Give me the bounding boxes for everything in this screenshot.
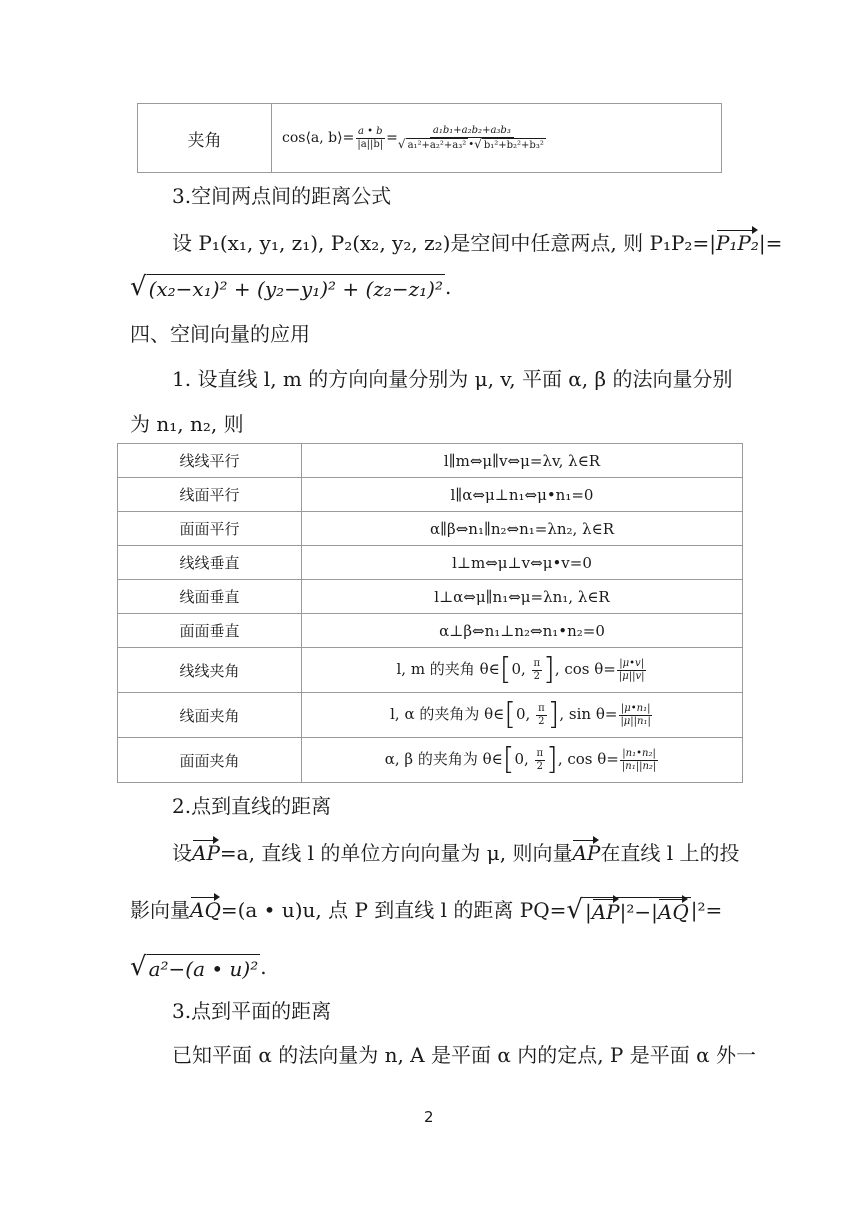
page-number: 2	[424, 1108, 434, 1126]
cos-fraction-1: $\frac{a • b}{|a||b|}$	[357, 125, 384, 150]
heading-distance-formula: 3.空间两点间的距离公式	[172, 184, 392, 208]
equals-sign: =	[386, 130, 398, 146]
table-row: 线线平行 l∥m⇔μ∥v⇔μ=λv, λ∈R	[118, 444, 743, 478]
heading-point-line-distance: 2.点到直线的距离	[172, 794, 332, 818]
vector-aq: AQ	[190, 898, 221, 922]
point-line-sentence-2: 影向量AQ=(a • u)u, 点 P 到直线 l 的距离 PQ= √ |AP|²−|AQ |²=	[130, 895, 723, 925]
table-row: 线面平行 l∥α⇔μ⊥n₁⇔μ•n₁=0	[118, 478, 743, 512]
applications-intro-2: 为 n₁, n₂, 则	[130, 412, 244, 436]
relations-table	[117, 443, 743, 783]
point-line-sentence-1: 设AP=a, 直线 l 的单位方向向量为 μ, 则向量AP在直线 l 上的投	[172, 841, 740, 865]
table-row: 线面垂直 l⊥α⇔μ∥n₁⇔μ=λn₁, λ∈R	[118, 580, 743, 614]
sqrt-a: √ a₁²+a₂²+a₃²	[397, 137, 467, 151]
table-row: 线线夹角 l, m 的夹角 θ∈[0, $\frac{\pi}{2}$ ], cos θ= $\frac{|\mu•v|}{|\mu||v|}$	[118, 648, 743, 693]
distance-formula: √ (x₂−x₁)² + (y₂−y₁)² + (z₂−z₁)² .	[130, 272, 452, 302]
angle-formula-table	[137, 103, 722, 173]
table-row: 线线垂直 l⊥m⇔μ⊥v⇔μ•v=0	[118, 546, 743, 580]
point-plane-sentence: 已知平面 α 的法向量为 n, A 是平面 α 内的定点, P 是平面 α 外一	[172, 1043, 756, 1067]
vector-aq-2: AQ	[657, 900, 689, 924]
cos-fraction-2: a₁b₁+a₂b₂+a₃b₃ √ a₁²+a₂²+a₃² • √ b₁²+b₂²+b₃²	[397, 125, 544, 151]
table-row: 面面平行 α∥β⇔n₁∥n₂⇔n₁=λn₂, λ∈R	[118, 512, 743, 546]
cos-lhs: cos⟨a, b⟩=	[282, 130, 355, 146]
sqrt-b: √ b₁²+b₂²+b₃²	[474, 137, 544, 151]
angle-label-cell	[138, 104, 272, 173]
distance-sentence: 设 P₁(x₁, y₁, z₁), P₂(x₂, y₂, z₂)是空间中任意两点, 则 P₁P₂=|P₁P₂|=	[172, 231, 783, 255]
angle-label: 夹角	[187, 130, 222, 151]
applications-intro-1: 1. 设直线 l, m 的方向向量分别为 μ, v, 平面 α, β 的法向量分别	[172, 367, 733, 391]
vector-ap-2: AP	[572, 841, 601, 865]
table-row: 线面夹角 l, α 的夹角为 θ∈[0, $\frac{\pi}{2}$ ], sin θ= $\frac{\text{|μ•n₁|}}{\text{|μ||n₁|}}$	[118, 693, 743, 738]
vector-ap: AP	[192, 841, 220, 865]
heading-applications: 四、空间向量的应用	[130, 322, 310, 346]
point-line-formula: √ a²−(a • u)² .	[130, 952, 267, 982]
vector-ap-3: AP	[591, 900, 620, 924]
table-row: 面面垂直 α⊥β⇔n₁⊥n₂⇔n₁•n₂=0	[118, 614, 743, 648]
vector-p1p2: P₁P₂	[715, 231, 759, 255]
heading-point-plane-distance: 3.点到平面的距离	[172, 999, 332, 1023]
table-row: 面面夹角 α, β 的夹角为 θ∈[0, $\frac{\pi}{2}$ ], cos θ= $\frac{\text{|n₁•n₂|}}{\text{|n₁||n₂|}}$	[118, 738, 743, 783]
angle-formula-cell	[272, 104, 722, 173]
